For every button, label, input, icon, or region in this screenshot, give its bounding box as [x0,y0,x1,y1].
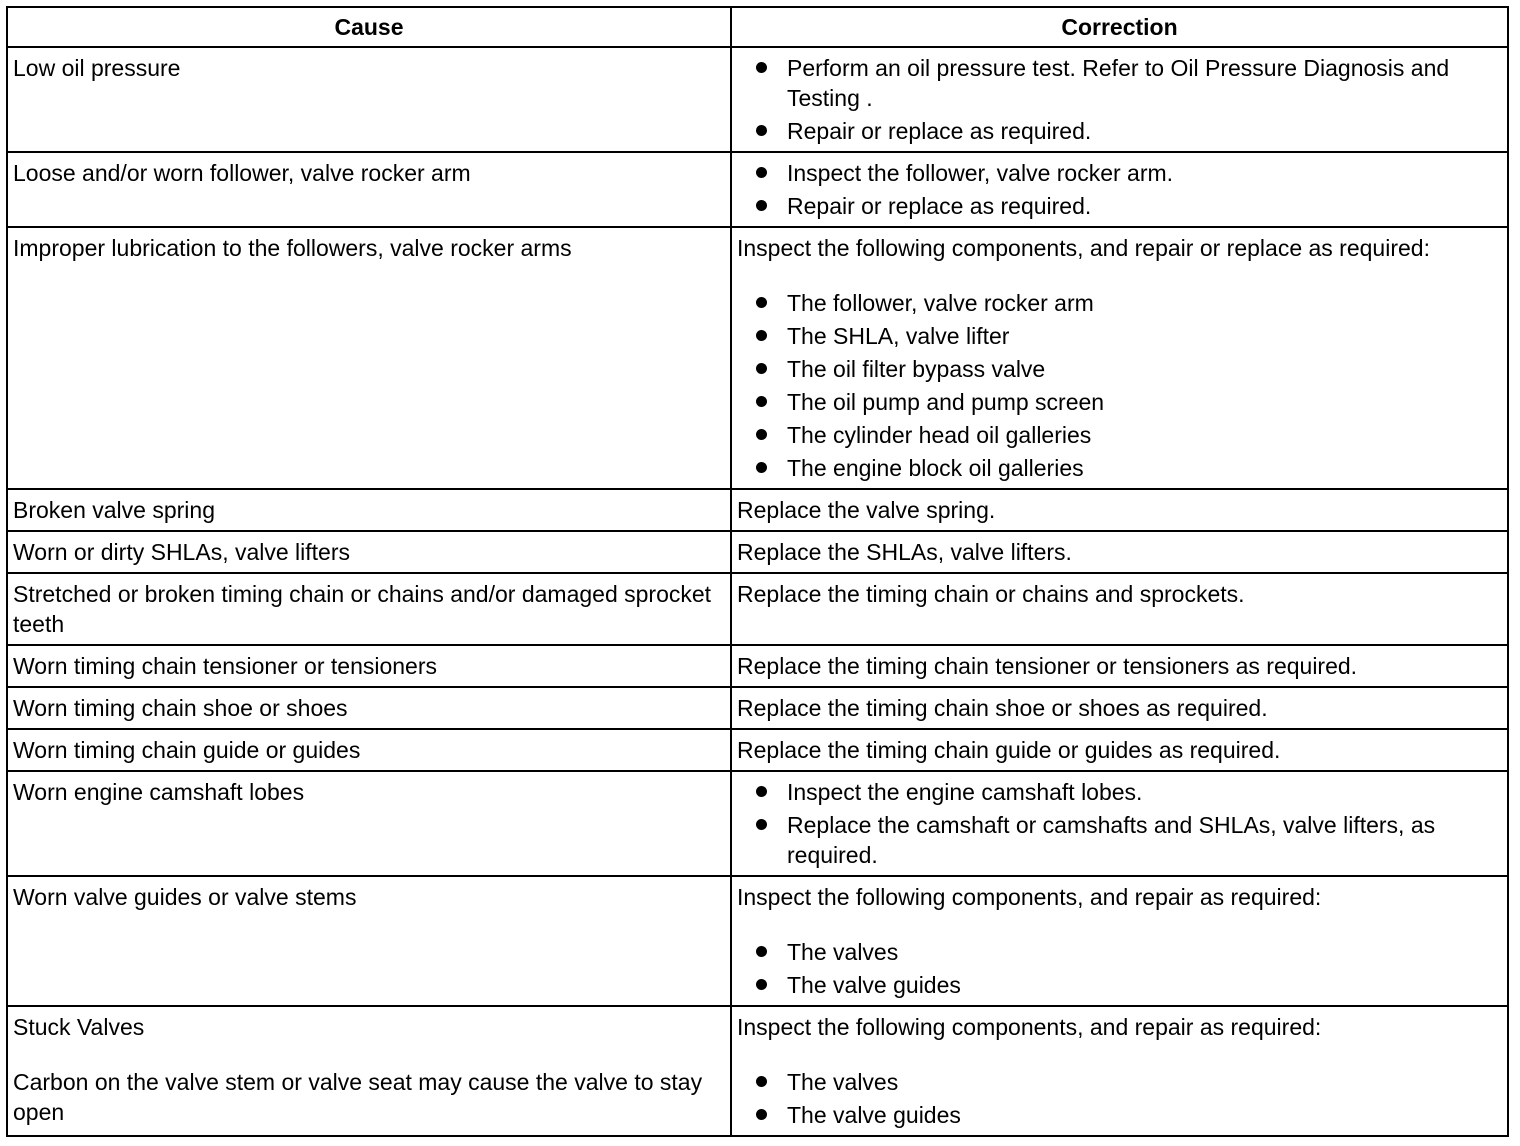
bullet-list [737,158,1502,221]
correction-cell: Replace the timing chain tensioner or tensioners as required. [731,645,1508,687]
table-row [7,687,1508,729]
diagnosis-table [6,6,1509,1137]
list-item: The valve guides [787,1100,1502,1130]
cause-cell: Worn valve guides or valve stems [7,876,731,1006]
list-item: Repair or replace as required. [787,116,1502,146]
correction-cell [731,771,1508,876]
table-row [7,573,1508,645]
table-row [7,771,1508,876]
cause-cell: Worn timing chain tensioner or tensioners [7,645,731,687]
correction-cell [731,1006,1508,1136]
correction-cell: Replace the timing chain or chains and sprockets. [731,573,1508,645]
bullet-list [737,1067,1502,1130]
cause-cell [7,1006,731,1136]
correction-intro: Inspect the following components, and repair as required: [737,884,1322,910]
correction-intro: Inspect the following components, and repair as required: [737,1014,1322,1040]
cause-text: Stuck Valves [13,1014,145,1040]
cause-cell: Loose and/or worn follower, valve rocker arm [7,152,731,227]
list-item: Perform an oil pressure test. Refer to Oil Pressure Diagnosis and Testing . [787,53,1502,113]
header-cause: Cause [7,7,731,47]
list-item: The engine block oil galleries [787,453,1502,483]
cause-cell: Worn timing chain guide or guides [7,729,731,771]
list-item: Inspect the follower, valve rocker arm. [787,158,1502,188]
table-row [7,47,1508,152]
table-row [7,152,1508,227]
cause-cell: Broken valve spring [7,489,731,531]
table-row [7,645,1508,687]
correction-cell: Replace the timing chain guide or guides as required. [731,729,1508,771]
correction-cell: Replace the SHLAs, valve lifters. [731,531,1508,573]
list-item: Replace the camshaft or camshafts and SHLAs, valve lifters, as required. [787,810,1502,870]
list-item: Repair or replace as required. [787,191,1502,221]
list-item: The valve guides [787,970,1502,1000]
correction-cell: Replace the valve spring. [731,489,1508,531]
table-row [7,729,1508,771]
bullet-list [737,288,1502,483]
list-item: The valves [787,937,1502,967]
list-item: The oil filter bypass valve [787,354,1502,384]
list-item: The follower, valve rocker arm [787,288,1502,318]
correction-cell [731,47,1508,152]
cause-note: Carbon on the valve stem or valve seat may cause the valve to stay open [13,1069,703,1125]
table-row [7,1006,1508,1136]
list-item: Inspect the engine camshaft lobes. [787,777,1502,807]
correction-cell: Replace the timing chain shoe or shoes as required. [731,687,1508,729]
header-correction: Correction [731,7,1508,47]
cause-cell: Low oil pressure [7,47,731,152]
correction-cell [731,152,1508,227]
bullet-list [737,937,1502,1000]
table-row [7,876,1508,1006]
table-row [7,489,1508,531]
list-item: The cylinder head oil galleries [787,420,1502,450]
list-item: The oil pump and pump screen [787,387,1502,417]
table-row [7,227,1508,489]
cause-cell: Improper lubrication to the followers, valve rocker arms [7,227,731,489]
bullet-list [737,777,1502,870]
list-item: The SHLA, valve lifter [787,321,1502,351]
table-row [7,531,1508,573]
cause-cell: Worn timing chain shoe or shoes [7,687,731,729]
correction-intro: Inspect the following components, and repair or replace as required: [737,235,1430,261]
bullet-list [737,53,1502,146]
header-row [7,7,1508,47]
cause-cell: Stretched or broken timing chain or chains and/or damaged sprocket teeth [7,573,731,645]
cause-cell: Worn or dirty SHLAs, valve lifters [7,531,731,573]
correction-cell [731,227,1508,489]
list-item: The valves [787,1067,1502,1097]
correction-cell [731,876,1508,1006]
cause-cell: Worn engine camshaft lobes [7,771,731,876]
